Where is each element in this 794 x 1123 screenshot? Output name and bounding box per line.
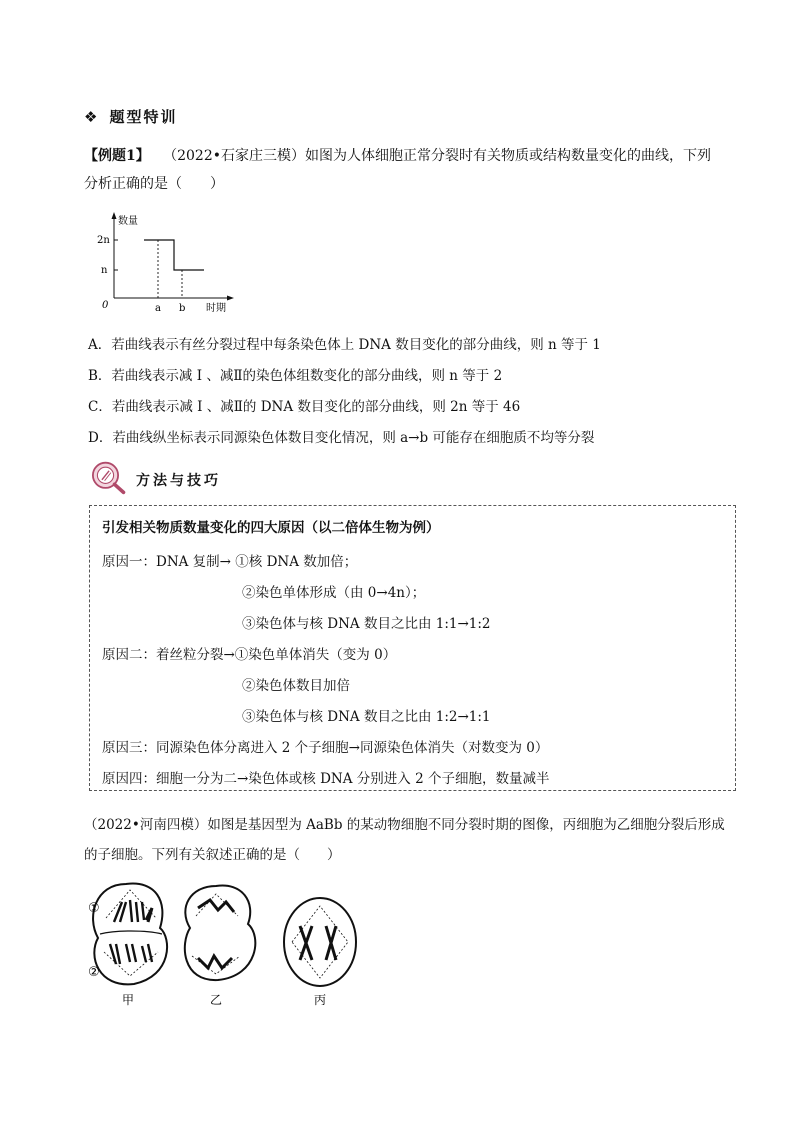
quantity-chart — [92, 210, 242, 320]
origin-label: 0 — [102, 300, 109, 311]
section-title-text: 题型特训 — [109, 108, 178, 126]
x-axis-label: 时期 — [206, 303, 226, 314]
tips-line-3: ③染色体与核 DNA 数目之比由 1:1→1:2 — [242, 616, 491, 632]
option-d: D．若曲线纵坐标表示同源染色体数目变化情况，则 a→b 可能存在细胞质不均等分裂 — [88, 430, 595, 446]
option-a: A．若曲线表示有丝分裂过程中每条染色体上 DNA 数目变化的部分曲线，则 n 等于 1 — [88, 337, 601, 353]
cell-label-jia: 甲 — [122, 993, 135, 1007]
section-title — [84, 106, 177, 127]
question-2-text: （2022•河南四模）如图是基因型为 AaBb 的某动物细胞不同分裂时期的图像，丙细胞为乙细胞分裂后形成的子细胞。下列有关叙述正确的是（ ） — [84, 817, 725, 863]
tips-title: 方法与技巧 — [136, 473, 221, 489]
cell-yi — [185, 885, 256, 1007]
magnifier-icon — [88, 460, 132, 496]
tips-line-7: 原因三：同源染色体分离进入 2 个子细胞→同源染色体消失（对数变为 0） — [102, 740, 549, 756]
cell-bing — [284, 898, 356, 1007]
tips-line-1: 原因一：DNA 复制→ ①核 DNA 数加倍； — [102, 554, 358, 570]
data-curve — [144, 240, 204, 270]
question-1 — [84, 142, 724, 198]
x-tick-b: b — [179, 303, 186, 314]
y-axis-label: 数量 — [118, 216, 138, 227]
tips-line-6: ③染色体与核 DNA 数目之比由 1:2→1:1 — [242, 709, 491, 725]
tips-heading: 引发相关物质数量变化的四大原因（以二倍体生物为例） — [102, 520, 440, 536]
cell-label-yi: 乙 — [210, 993, 223, 1007]
tips-line-2: ②染色单体形成（由 0→4n）； — [242, 585, 426, 601]
x-tick-a: a — [155, 303, 161, 314]
cell-diagrams — [86, 872, 366, 1012]
tips-line-4: 原因二：着丝粒分裂→①染色单体消失（变为 0） — [102, 647, 397, 663]
y-axis-arrow — [112, 212, 117, 219]
diamond-icon: ❖ — [84, 108, 100, 126]
y-tick-n: n — [101, 265, 108, 276]
marker-1: ① — [88, 901, 100, 916]
cell-label-bing: 丙 — [314, 993, 327, 1007]
marker-2: ② — [88, 965, 100, 980]
question-1-label: 【例题1】 — [84, 148, 150, 164]
question-1-text: （2022•石家庄三模）如图为人体细胞正常分裂时有关物质或结构数量变化的曲线，下列分析正确的是（ ） — [84, 148, 711, 192]
x-axis-arrow — [227, 296, 234, 301]
tips-line-8: 原因四：细胞一分为二→染色体或核 DNA 分别进入 2 个子细胞，数量减半 — [102, 771, 550, 787]
y-tick-2n: 2n — [97, 235, 110, 246]
tips-box — [89, 505, 736, 791]
cell-jia — [88, 884, 167, 1007]
option-b: B．若曲线表示减 I 、减Ⅱ的染色体组数变化的部分曲线，则 n 等于 2 — [88, 368, 503, 384]
option-c: C．若曲线表示减 I 、减Ⅱ的 DNA 数目变化的部分曲线，则 2n 等于 46 — [88, 399, 521, 415]
tips-line-5: ②染色体数目加倍 — [242, 678, 350, 694]
